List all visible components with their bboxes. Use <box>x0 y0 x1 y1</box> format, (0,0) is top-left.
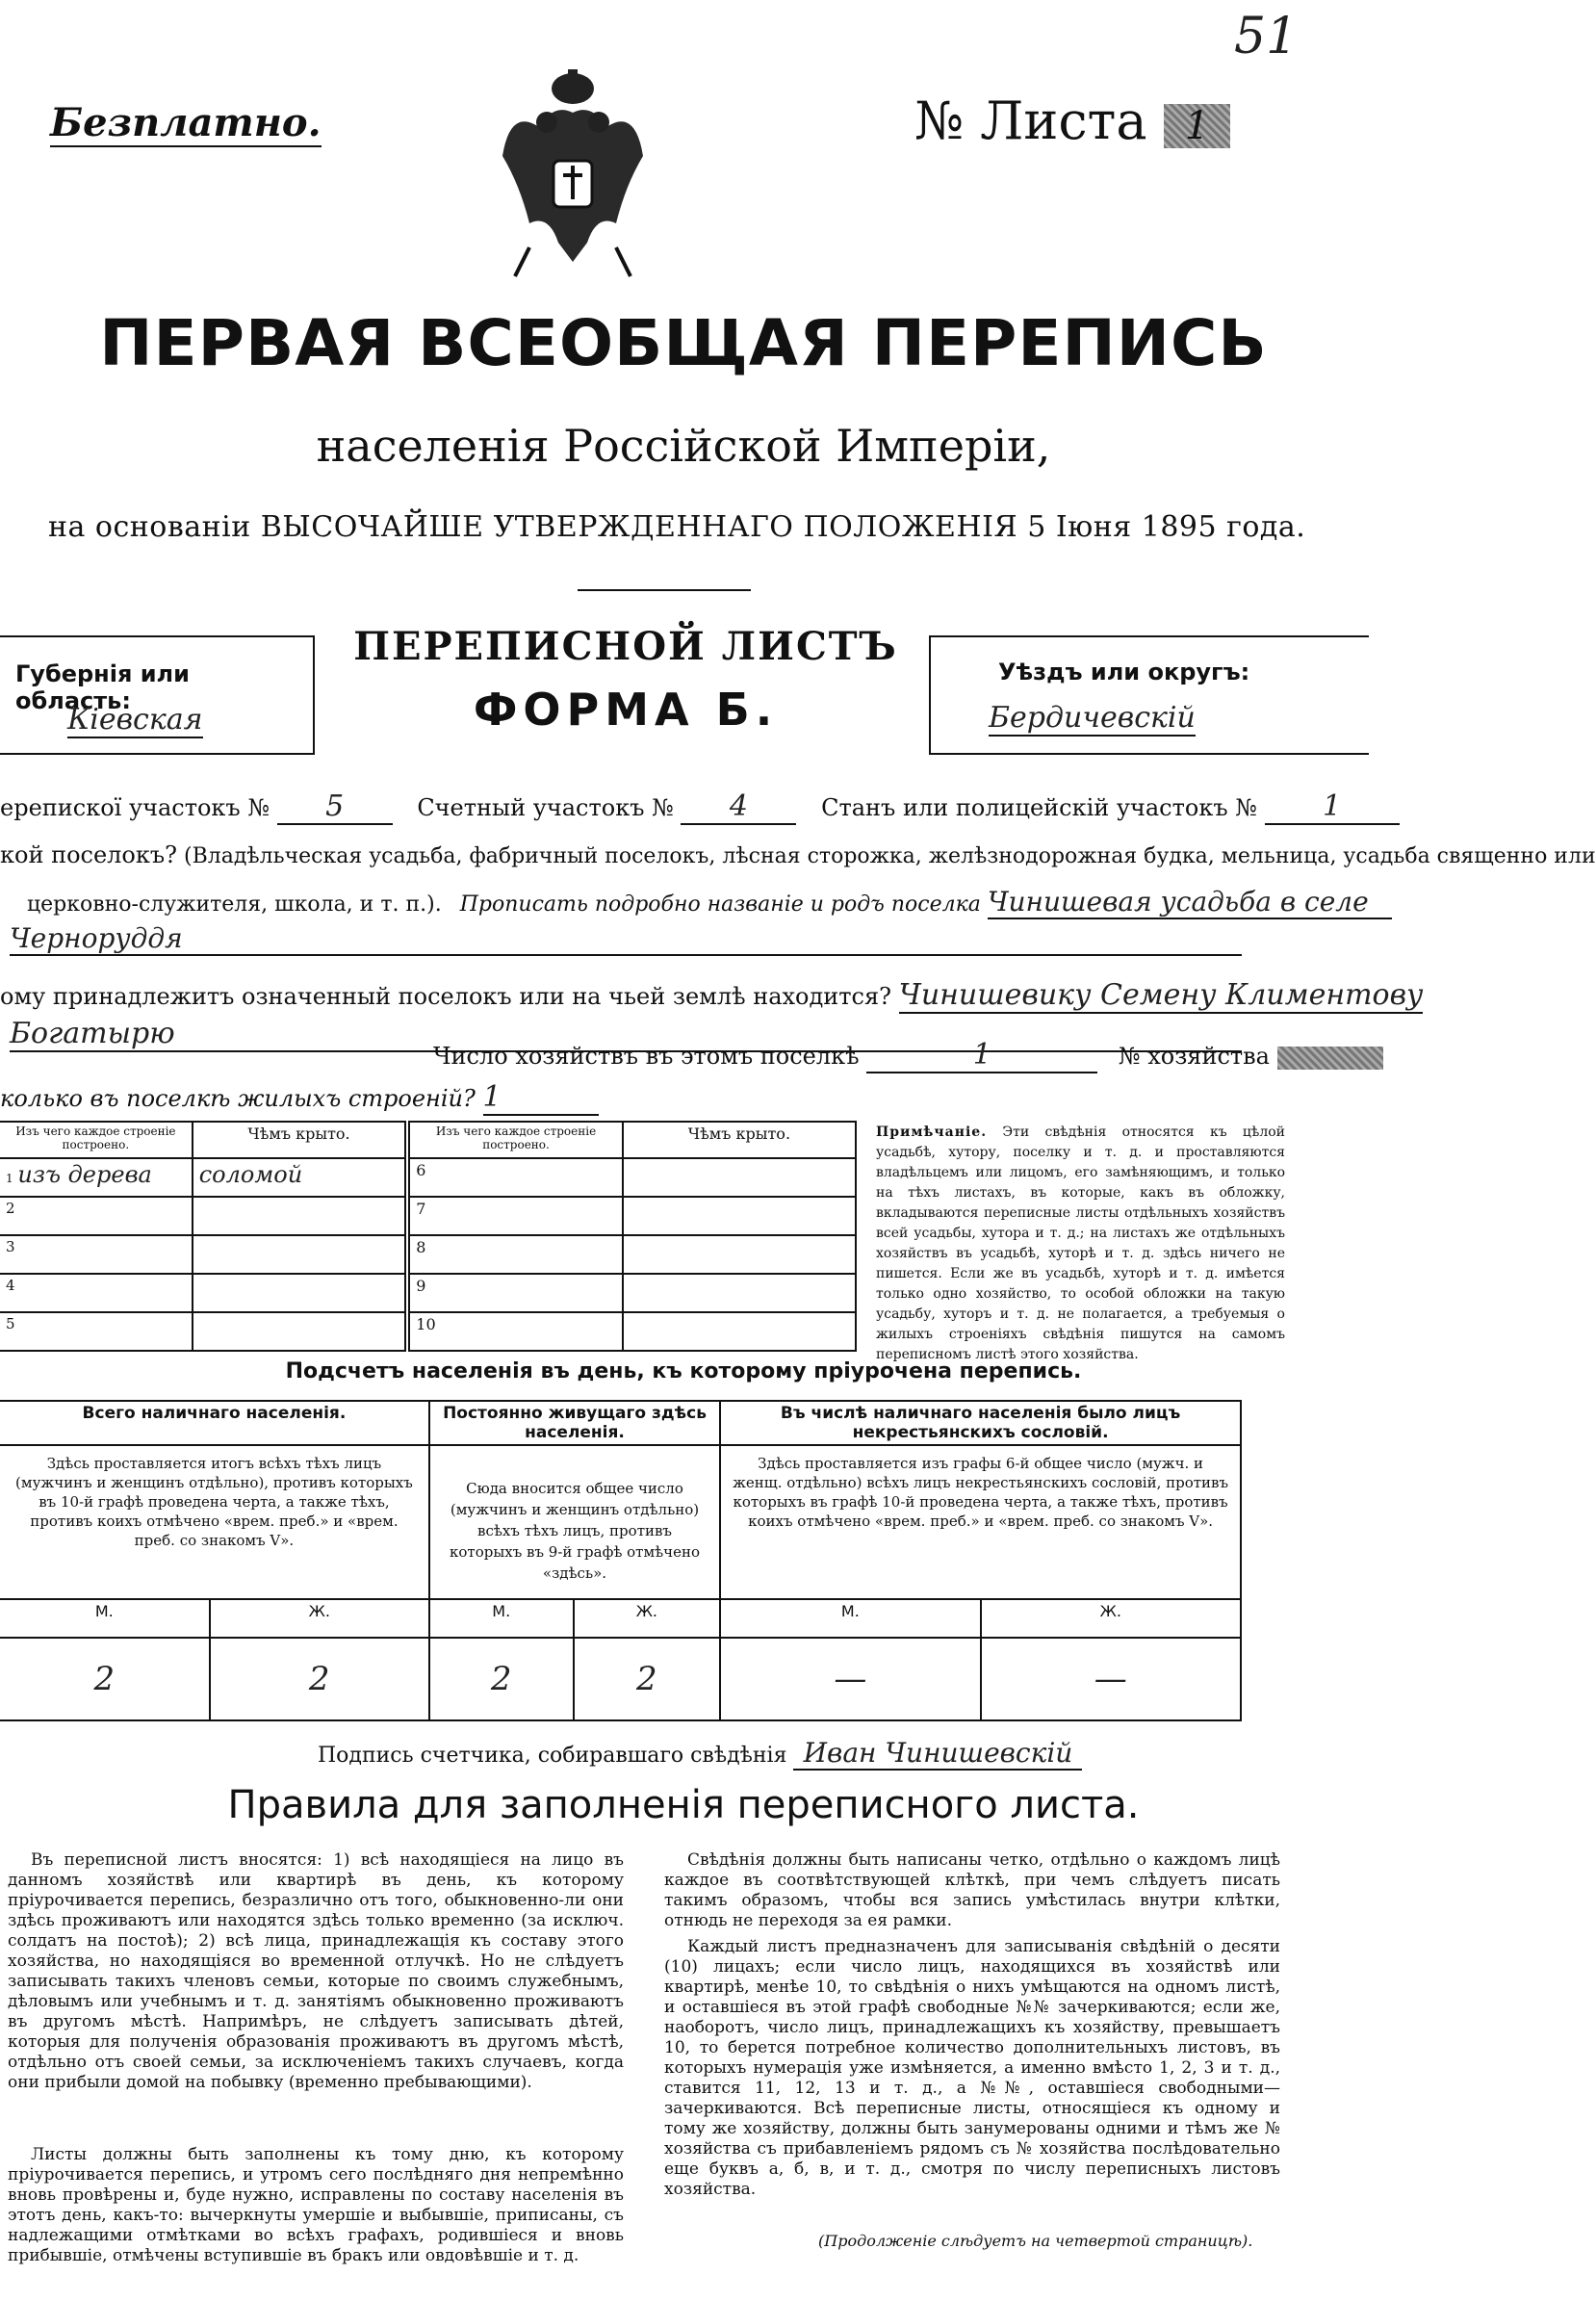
district-line: ерепискої участокъ № 5 Счетный участокъ № 4 Станъ или полицейскій участокъ № 1 <box>0 789 1400 825</box>
district-box <box>929 635 1369 755</box>
table-row: 4 9 <box>0 1274 856 1312</box>
main-title: ПЕРВАЯ ВСЕОБЩАЯ ПЕРЕПИСЬ <box>99 306 1268 380</box>
household-number-redacted <box>1277 1047 1383 1070</box>
table-row: 2 7 <box>0 1197 856 1235</box>
total-male-value: 2 <box>0 1638 210 1720</box>
owner-value: Чинишевику Семену Климентову <box>898 978 1424 1012</box>
settlement-line: кой поселокъ? (Владѣльческая усадьба, фабричный поселокъ, лѣсная сторожка, желѣзнодорожная будка, мельница, усадьба священно или <box>0 841 1596 868</box>
population-desc-permanent: Сюда вносится общее число (мужчинъ и женщинъ отдѣльно) всѣхъ тѣхъ лицъ, противъ которыхъ въ 9-й графѣ отмѣчено «здѣсь». <box>429 1445 720 1599</box>
census-district-value: 5 <box>277 789 393 825</box>
counting-district-value: 4 <box>681 789 796 825</box>
continued-note: (Продолженіе слѣдуетъ на четвертой страницѣ). <box>818 2232 1253 2250</box>
population-col-total: Всего наличнаго населенія. <box>0 1401 429 1445</box>
nonpeasant-male-value: — <box>720 1638 980 1720</box>
form-title: ФОРМА Б. <box>473 684 779 736</box>
roof-value: соломой <box>198 1161 303 1188</box>
sheet-title: ПЕРЕПИСНОЙ ЛИСТЪ <box>353 624 898 669</box>
households-value: 1 <box>866 1038 1097 1073</box>
population-desc-nonpeasant: Здѣсь проставляется изъ графы 6-й общее число (мужч. и женщ. отдѣльно) всѣхъ лицъ некрестьянскихъ сословій, противъ которыхъ въ графѣ 10-й проведена черта, а также тѣхъ, противъ коихъ отмѣчено «врем. преб.» и «врем. преб. со знакомъ V». <box>720 1445 1241 1599</box>
nonpeasant-female-value: — <box>981 1638 1241 1720</box>
population-col-permanent: Постоянно живущаго здѣсь населенія. <box>429 1401 720 1445</box>
settlement-value: Чинишевая усадьба в селе <box>988 886 1392 919</box>
imperial-eagle-emblem <box>501 69 645 291</box>
settlement-line-2: церковно-служителя, школа, и т. п.). Прописать подробно названіе и родъ поселка Чинишевая усадьба в селе <box>27 886 1392 919</box>
sheet-number-label: № Листа 1 <box>914 90 1230 151</box>
note: Примѣчаніе. Эти свѣдѣнія относятся къ цѣлой усадьбѣ, хутору, поселку и т. д. и проставляются владѣльцемъ или лицомъ, его замѣняющимъ, и только на тѣхъ листахъ, въ которые, какъ въ обложку, вкладываются переписные листы отдѣльныхъ хозяйствъ всей усадьбы, хутора и т. д.; на листахъ же отдѣльныхъ хозяйствъ въ усадьбѣ, хуторѣ и т. д. здѣсь ничего не пишется. Если же въ усадьбѣ, хуторѣ и т. д. имѣется только одно хозяйство, то особой обложки на такую усадьбу, хуторъ и т. д. не полагается, а требуемыя о жилыхъ строеніяхъ свѣдѣнія пишутся на самомъ переписномъ листѣ этого хозяйства. <box>876 1125 1285 1362</box>
owner-line: ому принадлежитъ означенный поселокъ или на чьей землѣ находится? Чинишевику Семену Климентову <box>0 978 1424 1012</box>
permanent-male-value: 2 <box>429 1638 574 1720</box>
signature-value: Иван Чинишевскій <box>793 1737 1082 1771</box>
total-female-value: 2 <box>210 1638 429 1720</box>
buildings-col-material: Изъ чего каждое строеніе построено. <box>0 1122 193 1158</box>
permanent-female-value: 2 <box>574 1638 721 1720</box>
population-title: Подсчетъ населенія въ день, къ которому пріурочена перепись. <box>285 1359 1082 1383</box>
table-row: 1 изъ дерева соломой 6 <box>0 1158 856 1197</box>
buildings-line: колько въ поселкѣ жилыхъ строеній? 1 <box>0 1080 599 1116</box>
rules-right-p2: Каждый листъ предназначенъ для записыванія свѣдѣній о десяти (10) лицахъ; если число лицъ, находящихся въ хозяйствѣ или квартирѣ, менѣе 10, то свѣдѣнія о нихъ умѣщаются на одномъ листѣ, и оставшіеся въ этой графѣ свободные №№ зачеркиваются; если же, наоборотъ, число лицъ, принадлежащихъ къ хозяйству, превышаетъ 10, то берется потребное количество дополнительныхъ листовъ, въ которыхъ нумерація уже измѣняется, а именно вмѣсто 1, 2, 3 и т. д., ставится 11, 12, 13 и т. д., а №№, оставшіеся свободными—зачеркиваются. Всѣ переписные листы, относящіеся къ одному и тому же хозяйству, должны быть занумерованы одними и тѣмъ же № хозяйства съ прибавленіемъ рядомъ съ № хозяйства послѣдовательно еще буквъ а, б, в, и т. д., смотря по числу переписныхъ листовъ хозяйства. <box>664 1937 1280 2199</box>
divider <box>578 589 751 591</box>
households-line: Число хозяйствъ въ этомъ поселкѣ 1 № хозяйства <box>433 1038 1383 1073</box>
buildings-table <box>0 1121 857 1352</box>
table-row: 5 10 <box>0 1312 856 1351</box>
rules-left-p2: Листы должны быть заполнены къ тому дню, къ которому пріурочивается перепись, и утромъ сего послѣдняго дня непремѣнно вновь провѣрены и, буде нужно, исправлены по составу населенія въ этотъ день, какъ-то: вычеркнуты умершіе и выбывшіе, приписаны, съ надлежащими отмѣтками во всѣхъ графахъ, родившіеся и вновь прибывшіе, отмѣчены вступившіе въ бракъ или овдовѣвшіе и т. д. <box>8 2145 624 2265</box>
province-box <box>0 635 315 755</box>
buildings-value: 1 <box>483 1080 599 1116</box>
basis-text: на основаніи ВЫСОЧАЙШЕ УТВЕРЖДЕННАГО ПОЛОЖЕНІЯ 5 Іюня 1895 года. <box>48 510 1306 544</box>
table-row: 3 8 <box>0 1235 856 1274</box>
province-label: Губернія или область: <box>15 660 190 714</box>
settlement-value-2: Черноруддя <box>10 922 1242 956</box>
owner-value-2: Богатырю <box>10 1017 1242 1052</box>
subtitle: населенія Россійской Имперіи, <box>316 420 1051 472</box>
free-label: Безплатно. <box>50 100 322 145</box>
province-value: Кіевская <box>67 703 203 737</box>
rules-title: Правила для заполненія переписного листа. <box>227 1783 1140 1827</box>
material-value: изъ дерева <box>17 1161 152 1188</box>
rules-right-p1: Свѣдѣнія должны быть написаны четко, отдѣльно о каждомъ лицѣ каждое въ соотвѣтствующей клѣткѣ, при чемъ слѣдуетъ писать такимъ образомъ, чтобы вся запись умѣстилась внутри клѣтки, отнюдь не переходя за ея рамки. <box>664 1850 1280 1930</box>
page-number: 51 <box>1234 8 1299 65</box>
population-desc-total: Здѣсь проставляется итогъ всѣхъ тѣхъ лицъ (мужчинъ и женщинъ отдѣльно), противъ которыхъ въ 10-й графѣ проведена черта, а также тѣхъ, противъ коихъ отмѣчено «врем. преб.» и «врем. преб. со знакомъ V». <box>0 1445 429 1599</box>
district-label: Уѣздъ или округъ: <box>998 659 1250 685</box>
buildings-col-roof: Чѣмъ крыто. <box>193 1122 408 1158</box>
sheet-number-value: 1 <box>1164 104 1230 148</box>
buildings-col-material-2: Изъ чего каждое строеніе построено. <box>407 1122 623 1158</box>
signature-line: Подпись счетчика, собиравшаго свѣдѣнія Иван Чинишевскій <box>318 1737 1082 1771</box>
population-col-nonpeasant: Въ числѣ наличнаго населенія было лицъ некрестьянскихъ сословій. <box>720 1401 1241 1445</box>
police-district-value: 1 <box>1265 789 1400 825</box>
buildings-col-roof-2: Чѣмъ крыто. <box>623 1122 856 1158</box>
district-value: Бердичевскій <box>989 701 1196 735</box>
population-table: Всего наличнаго населенія. Постоянно живущаго здѣсь населенія. Въ числѣ наличнаго населенія было лицъ некрестьянскихъ сословій. Здѣсь проставляется итогъ всѣхъ тѣхъ лицъ (мужчинъ и женщинъ отдѣльно), противъ которыхъ въ 10-й графѣ проведена черта, а также тѣхъ, противъ коихъ отмѣчено «врем. преб.» и «врем. преб. со знакомъ V». Сюда вносится общее число (мужчинъ и женщинъ отдѣльно) всѣхъ тѣхъ лицъ, противъ которыхъ въ 9-й графѣ отмѣчено «здѣсь». Здѣсь проставляется изъ графы 6-й общее число (мужч. и женщ. отдѣльно) всѣхъ лицъ некрестьянскихъ сословій, противъ которыхъ въ графѣ 10-й проведена черта, а также тѣхъ, противъ коихъ отмѣчено «врем. преб.» и «врем. преб. со знакомъ V». М. Ж. М. Ж. М. Ж. 2 2 2 2 — — <box>0 1400 1242 1721</box>
rules-left-p1: Въ переписной листъ вносятся: 1) всѣ находящіеся на лицо въ данномъ хозяйствѣ или квартирѣ въ день, къ которому пріурочивается перепись, безразлично отъ того, обыкновенно-ли они здѣсь проживаютъ или находятся здѣсь только временно (за исключ. солдатъ на постоѣ); 2) всѣ лица, принадлежащія къ составу этого хозяйства, но находящіяся во временной отлучкѣ. Но не слѣдуетъ записывать такихъ членовъ семьи, которые по своимъ служебнымъ, дѣловымъ или учебнымъ и т. д. занятіямъ обыкновенно проживаютъ въ другомъ мѣстѣ. Напримѣръ, не слѣдуетъ записывать дѣтей, которыя для полученія образованія проживаютъ въ другомъ мѣстѣ, отдѣльно отъ своей семьи, за исключеніемъ такихъ случаевъ, когда они прибыли домой на побывку (временно пребывающими). <box>8 1850 624 2092</box>
